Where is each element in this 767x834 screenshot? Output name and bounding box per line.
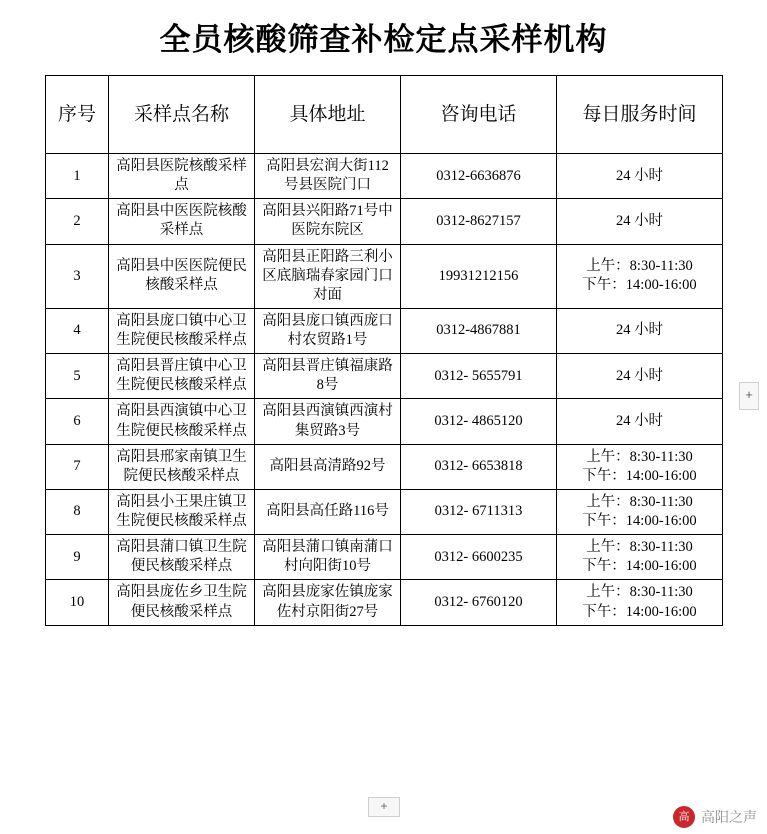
hours-line: 24 小时 <box>615 412 664 429</box>
cell-name: 高阳县医院核酸采样点 <box>109 154 255 199</box>
cell-index: 9 <box>46 535 109 580</box>
cell-phone: 0312-8627157 <box>401 199 557 244</box>
table-row <box>46 535 723 580</box>
cell-hours <box>557 444 723 489</box>
cell-phone: 0312- 5655791 <box>401 354 557 399</box>
cell-hours <box>557 154 723 199</box>
cell-hours <box>557 535 723 580</box>
cell-hours <box>557 354 723 399</box>
table-row <box>46 580 723 625</box>
cell-address: 高阳县晋庄镇福康路8号 <box>255 354 401 399</box>
cell-hours <box>557 399 723 444</box>
hours-line: 上午：8:30-11:30 <box>586 493 693 510</box>
column-header-index: 序号 <box>46 76 109 154</box>
cell-phone: 0312- 6760120 <box>401 580 557 625</box>
cell-name: 高阳县小王果庄镇卫生院便民核酸采样点 <box>109 489 255 534</box>
cell-index: 8 <box>46 489 109 534</box>
hours-line: 24 小时 <box>615 167 664 184</box>
watermark-label: 高阳之声 <box>701 811 757 826</box>
table-row <box>46 354 723 399</box>
column-header-phone: 咨询电话 <box>401 76 557 154</box>
cell-address: 高阳县宏润大街112号县医院门口 <box>255 154 401 199</box>
cell-hours <box>557 199 723 244</box>
expand-width-button[interactable]: + <box>739 382 759 410</box>
cell-address: 高阳县兴阳路71号中医院东院区 <box>255 199 401 244</box>
cell-phone: 19931212156 <box>401 244 557 308</box>
table-header-row <box>46 76 723 154</box>
cell-address: 高阳县正阳路三利小区底脑瑞春家园门口对面 <box>255 244 401 308</box>
cell-index: 7 <box>46 444 109 489</box>
hours-line: 下午：14:00-16:00 <box>582 513 697 529</box>
table-row <box>46 308 723 353</box>
cell-index: 10 <box>46 580 109 625</box>
cell-index: 1 <box>46 154 109 199</box>
expand-height-button[interactable]: + <box>368 797 400 817</box>
cell-hours <box>557 489 723 534</box>
table-row <box>46 444 723 489</box>
cell-name: 高阳县晋庄镇中心卫生院便民核酸采样点 <box>109 354 255 399</box>
column-header-address: 具体地址 <box>255 76 401 154</box>
watermark-logo-icon: 高 <box>673 806 695 828</box>
cell-name: 高阳县西演镇中心卫生院便民核酸采样点 <box>109 399 255 444</box>
cell-phone: 0312- 6600235 <box>401 535 557 580</box>
column-header-hours: 每日服务时间 <box>557 76 723 154</box>
hours-line: 上午：8:30-11:30 <box>586 448 693 465</box>
cell-name: 高阳县邢家南镇卫生院便民核酸采样点 <box>109 444 255 489</box>
hours-line: 24 小时 <box>615 367 664 384</box>
cell-address: 高阳县高清路92号 <box>255 444 401 489</box>
hours-line: 下午：14:00-16:00 <box>582 603 697 620</box>
table-body <box>46 154 723 626</box>
cell-name: 高阳县庞佐乡卫生院便民核酸采样点 <box>109 580 255 625</box>
cell-phone: 0312- 4865120 <box>401 399 557 444</box>
hours-line: 下午：14:00-16:00 <box>582 277 697 294</box>
hours-line: 上午：8:30-11:30 <box>586 584 693 601</box>
hours-line: 下午：14:00-16:00 <box>582 558 697 575</box>
cell-name: 高阳县蒲口镇卫生院便民核酸采样点 <box>109 535 255 580</box>
cell-phone: 0312-6636876 <box>401 154 557 199</box>
table-header <box>46 76 723 154</box>
table-row <box>46 489 723 534</box>
sampling-sites-table <box>45 75 723 626</box>
hours-line: 下午：14:00-16:00 <box>582 467 697 484</box>
cell-address: 高阳县高任路116号 <box>255 489 401 534</box>
column-header-name: 采样点名称 <box>109 76 255 154</box>
cell-phone: 0312- 6653818 <box>401 444 557 489</box>
cell-index: 6 <box>46 399 109 444</box>
cell-address: 高阳县西演镇西演村集贸路3号 <box>255 399 401 444</box>
cell-name: 高阳县中医医院核酸采样点 <box>109 199 255 244</box>
watermark <box>673 806 757 828</box>
table-row <box>46 244 723 308</box>
table-row <box>46 154 723 199</box>
cell-index: 4 <box>46 308 109 353</box>
cell-index: 5 <box>46 354 109 399</box>
cell-phone: 0312- 6711313 <box>401 489 557 534</box>
table-container <box>0 75 767 626</box>
cell-address: 高阳县庞口镇西庞口村农贸路1号 <box>255 308 401 353</box>
cell-name: 高阳县庞口镇中心卫生院便民核酸采样点 <box>109 308 255 353</box>
hours-line: 24 小时 <box>615 322 664 339</box>
cell-phone: 0312-4867881 <box>401 308 557 353</box>
table-row <box>46 199 723 244</box>
cell-address: 高阳县庞家佐镇庞家佐村京阳街27号 <box>255 580 401 625</box>
cell-hours <box>557 580 723 625</box>
cell-hours <box>557 244 723 308</box>
cell-hours <box>557 308 723 353</box>
hours-line: 上午：8:30-11:30 <box>586 539 693 556</box>
page-title: 全员核酸筛查补检定点采样机构 <box>159 22 608 57</box>
table-row <box>46 399 723 444</box>
cell-index: 2 <box>46 199 109 244</box>
cell-index: 3 <box>46 244 109 308</box>
hours-line: 上午：8:30-11:30 <box>586 258 693 275</box>
hours-line: 24 小时 <box>615 212 664 229</box>
cell-name: 高阳县中医医院便民核酸采样点 <box>109 244 255 308</box>
cell-address: 高阳县蒲口镇南蒲口村向阳街10号 <box>255 535 401 580</box>
